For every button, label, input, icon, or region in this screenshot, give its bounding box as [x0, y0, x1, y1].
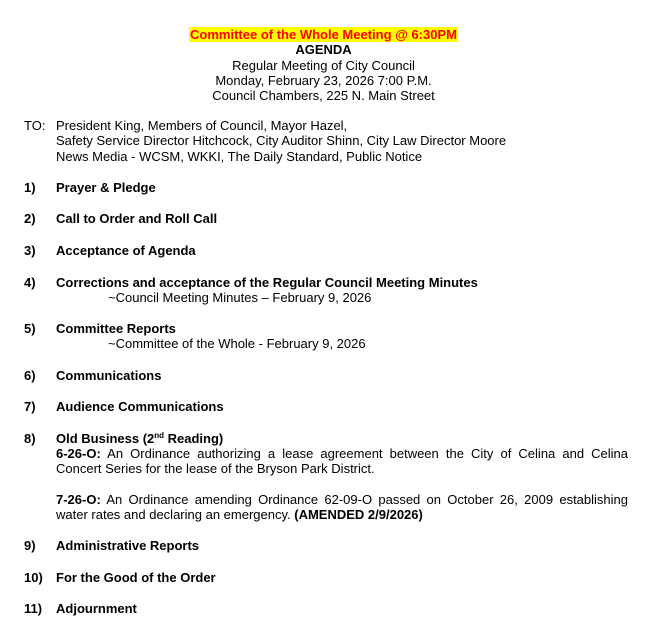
item-title: Acceptance of Agenda: [56, 243, 196, 258]
item-title: Communications: [56, 368, 162, 383]
item-subitem: ~Council Meeting Minutes – February 9, 2026: [108, 290, 372, 305]
ordinance-text: An Ordinance amending Ordinance 62-09-O passed on October 26, 2009 establishing water rates and declaring an emergency.: [56, 492, 628, 522]
item-number: 11): [24, 601, 43, 616]
item-title-superscript: nd: [154, 431, 165, 440]
ordinance-id: 7-26-O:: [56, 492, 101, 507]
item-subitem: ~Committee of the Whole - February 9, 2026: [108, 336, 366, 351]
item-number: 9): [24, 538, 36, 553]
item-title: Adjournment: [56, 601, 137, 616]
item-number: 10): [24, 570, 43, 585]
to-line: President King, Members of Council, Mayor Hazel,: [56, 118, 348, 133]
to-line: Safety Service Director Hitchcock, City Auditor Shinn, City Law Director Moore: [56, 133, 507, 148]
item-title-text: Reading): [164, 431, 224, 446]
item-number: 6): [24, 368, 36, 383]
agenda-title: AGENDA: [295, 42, 352, 57]
item-title: Call to Order and Roll Call: [56, 211, 218, 226]
ordinance-entry: [56, 492, 628, 522]
item-number: 8): [24, 431, 36, 446]
to-label: TO:: [24, 118, 46, 133]
item-title: For the Good of the Order: [56, 570, 216, 585]
item-number: 1): [24, 180, 36, 195]
item-title: Committee Reports: [56, 321, 176, 336]
meeting-datetime: Monday, February 23, 2026 7:00 P.M.: [215, 73, 432, 88]
item-title: Prayer & Pledge: [56, 180, 156, 195]
item-number: 7): [24, 399, 36, 414]
item-number: 3): [24, 243, 36, 258]
committee-banner: [0, 27, 647, 42]
item-title: Corrections and acceptance of the Regular Council Meeting Minutes: [56, 275, 478, 290]
ordinance-amended-note: (AMENDED 2/9/2026): [294, 507, 423, 522]
meeting-location: Council Chambers, 225 N. Main Street: [212, 88, 435, 103]
item-title: Administrative Reports: [56, 538, 200, 553]
meeting-subtitle: Regular Meeting of City Council: [232, 58, 415, 73]
item-title-text: Old Business (2: [56, 431, 155, 446]
item-number: 4): [24, 275, 36, 290]
committee-banner-text: Committee of the Whole Meeting @ 6:30PM: [190, 27, 457, 42]
ordinance-id: 6-26-O:: [56, 446, 101, 461]
ordinance-text: An Ordinance authorizing a lease agreement between the City of Celina and Celina Concert Series for the lease of the Bryson Park District.: [56, 446, 628, 476]
item-number: 5): [24, 321, 36, 336]
item-title: [56, 431, 223, 446]
to-line: News Media - WCSM, WKKI, The Daily Standard, Public Notice: [56, 149, 423, 164]
ordinance-entry: [56, 446, 628, 476]
item-title: Audience Communications: [56, 399, 224, 414]
item-number: 2): [24, 211, 36, 226]
